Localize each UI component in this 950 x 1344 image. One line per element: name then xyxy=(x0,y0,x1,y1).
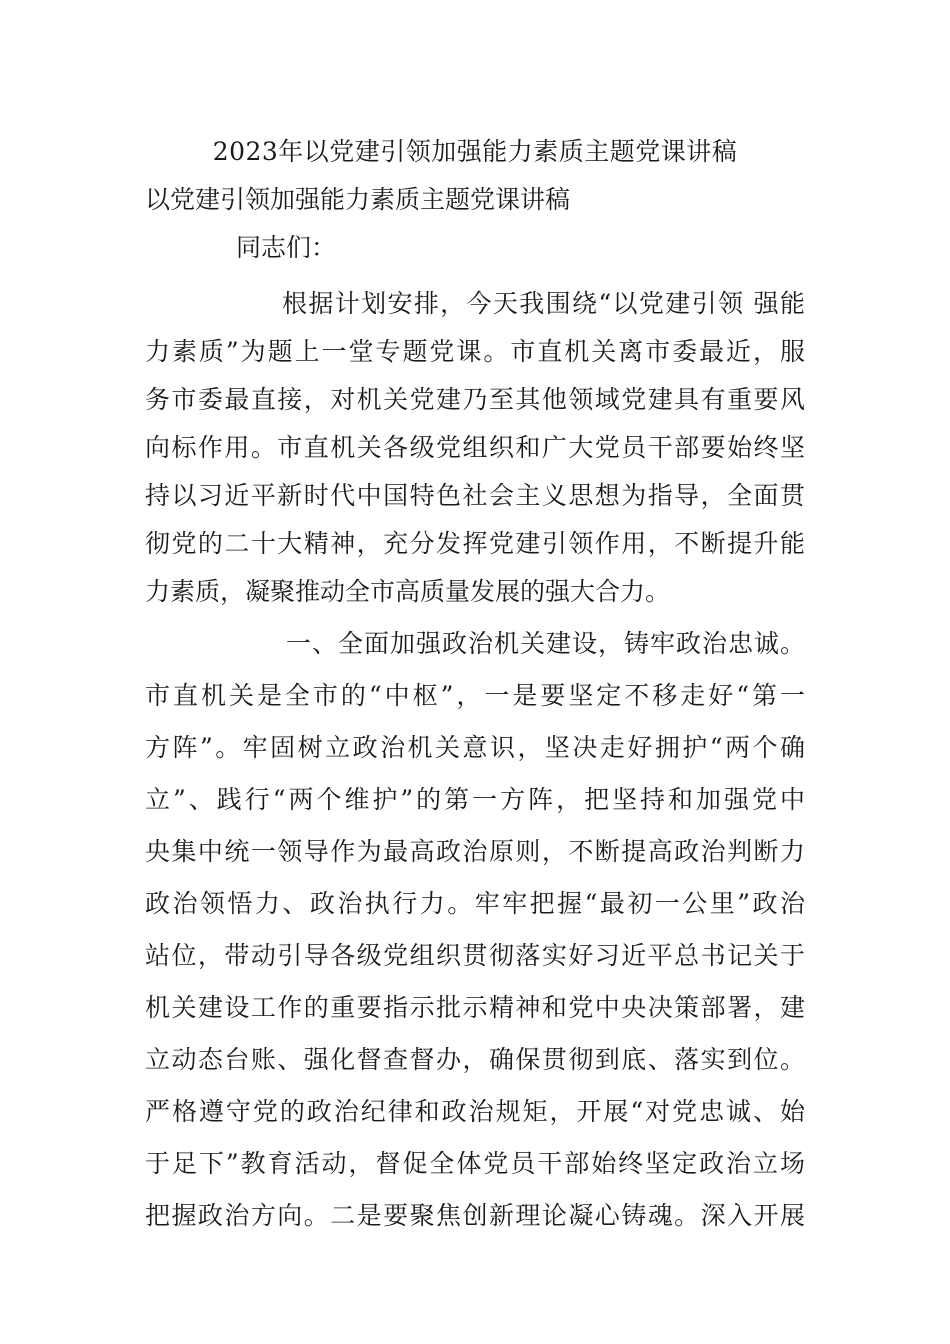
paragraph-2-line: 市直机关是全市的“中枢”，一是要坚定不移走好“第一 xyxy=(145,681,805,710)
paragraph-2-line: 立动态台账、强化督查督办，确保贯彻到底、落实到位。 xyxy=(145,1045,805,1074)
paragraph-1-line: 根据计划安排，今天我围绕“以党建引领 强能 xyxy=(282,289,805,318)
paragraph-1-line: 彻党的二十大精神，充分发挥党建引领作用，不断提升能 xyxy=(145,529,805,558)
paragraph-2-line: 方阵”。牢固树立政治机关意识，坚决走好拥护“两个确 xyxy=(145,733,805,762)
section-heading: 一、全面加强政治机关建设，铸牢政治忠诚。 xyxy=(286,629,805,658)
paragraph-1-line: 持以习近平新时代中国特色社会主义思想为指导，全面贯 xyxy=(145,481,805,510)
paragraph-2-line: 央集中统一领导作为最高政治原则，不断提高政治判断力 xyxy=(145,837,805,866)
paragraph-1-line: 力素质，凝聚推动全市高质量发展的强大合力。 xyxy=(145,577,671,606)
document-title: 2023年以党建引领加强能力素质主题党课讲稿 xyxy=(212,137,738,166)
greeting: 同志们： xyxy=(236,233,337,262)
paragraph-2-line: 政治领悟力、政治执行力。牢牢把握“最初一公里”政治 xyxy=(145,889,805,918)
paragraph-2-line: 站位，带动引导各级党组织贯彻落实好习近平总书记关于 xyxy=(145,941,805,970)
paragraph-2-line: 于足下”教育活动，督促全体党员干部始终坚定政治立场 xyxy=(145,1149,805,1178)
paragraph-1-line: 力素质”为题上一堂专题党课。市直机关离市委最近，服 xyxy=(145,337,805,366)
paragraph-1-line: 务市委最直接，对机关党建乃至其他领域党建具有重要风 xyxy=(145,385,805,414)
paragraph-2-line: 严格遵守党的政治纪律和政治规矩，开展“对党忠诚、始 xyxy=(145,1097,805,1126)
paragraph-2-line: 立”、践行“两个维护”的第一方阵，把坚持和加强党中 xyxy=(145,785,805,814)
document-subtitle: 以党建引领加强能力素质主题党课讲稿 xyxy=(145,185,571,214)
paragraph-1-line: 向标作用。市直机关各级党组织和广大党员干部要始终坚 xyxy=(145,433,805,462)
paragraph-2-line: 把握政治方向。二是要聚焦创新理论凝心铸魂。深入开展 xyxy=(145,1201,805,1230)
paragraph-2-line: 机关建设工作的重要指示批示精神和党中央决策部署，建 xyxy=(145,993,805,1022)
